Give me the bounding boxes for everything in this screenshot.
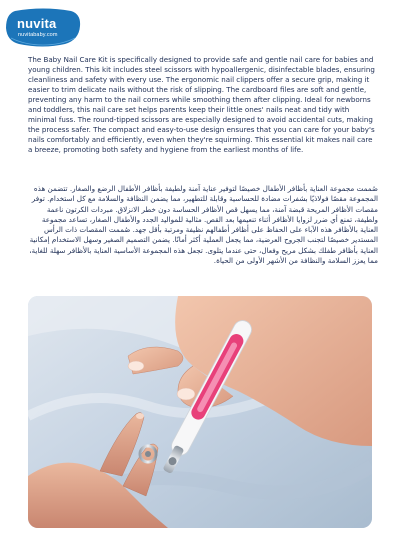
nuvita-logo bbox=[5, 8, 81, 48]
nail-clipper-photo-illustration bbox=[28, 296, 372, 528]
description-english: The Baby Nail Care Kit is specifically designed to provide safe and gentle nail care for babies and young children. This kit includes steel scissors with hypoallergenic, disinfectable blades, ensuring cleanliness and safety with every use. The ergonomic nail clippers offer a secure grip, making it easier to trim delicate nails without the risk of slipping. The cardboard files are soft and gentle, preventing any harm to the nail corners while smoothing them after clipping. Ideal for newborns and toddlers, this nail care set helps parents keep their little ones' nails neat and tidy with minimal fuss. The round-tipped scissors are especially designed to avoid accidental cuts, making the process safer. The compact and easy-to-use design ensures that you can care for your baby's nails comfortably and efficiently, even when they're squirming. This essential kit makes nail care a breeze, promoting both safety and hygiene from the earliest months of life. bbox=[28, 55, 375, 154]
brand-name: nuvita bbox=[17, 16, 57, 31]
brand-url: nuvitababy.com bbox=[18, 32, 58, 38]
description-arabic: صُممت مجموعة العناية بأظافر الأطفال خصيصًا لتوفير عناية آمنة ولطيفة بأظافر الأطفال الرضع والصغار. تتضمن هذه المجموعة مقصًا فولاذيًا بشفرات مضادة للحساسية وقابلة للتطهير، مما يضمن النظافة والسلامة مع كل استخدام. توفر مقصات الأظافر المريحة قبضة آمنة، مما يسهل قص الأظافر الحساسة دون خطر الانزلاق. مبردات الكرتون ناعمة ولطيفة، تمنع أي ضرر لزوايا الأظافر أثناء تنعيمها بعد القص. مثالية للمواليد الجدد والأطفال الصغار، تساعد مجموعة العناية بالأظافر هذه الآباء على الحفاظ على أظافر أطفالهم نظيفة ومرتبة بأقل جهد. صُممت المقصات ذات الرأس المستدير خصيصًا لتجنب الجروح العرضية، مما يجعل العملية أكثر أمانًا. يضمن التصميم الصغير وسهل الاستخدام إمكانية العناية بأظافر طفلك بشكل مريح وفعال، حتى عندما يتلوى. تجعل هذه المجموعة الأساسية العناية بالأظافر سهلة للغاية، مما يعزز السلامة والنظافة من الأشهر الأولى من الحياة. bbox=[29, 184, 378, 266]
product-photo bbox=[28, 296, 372, 528]
